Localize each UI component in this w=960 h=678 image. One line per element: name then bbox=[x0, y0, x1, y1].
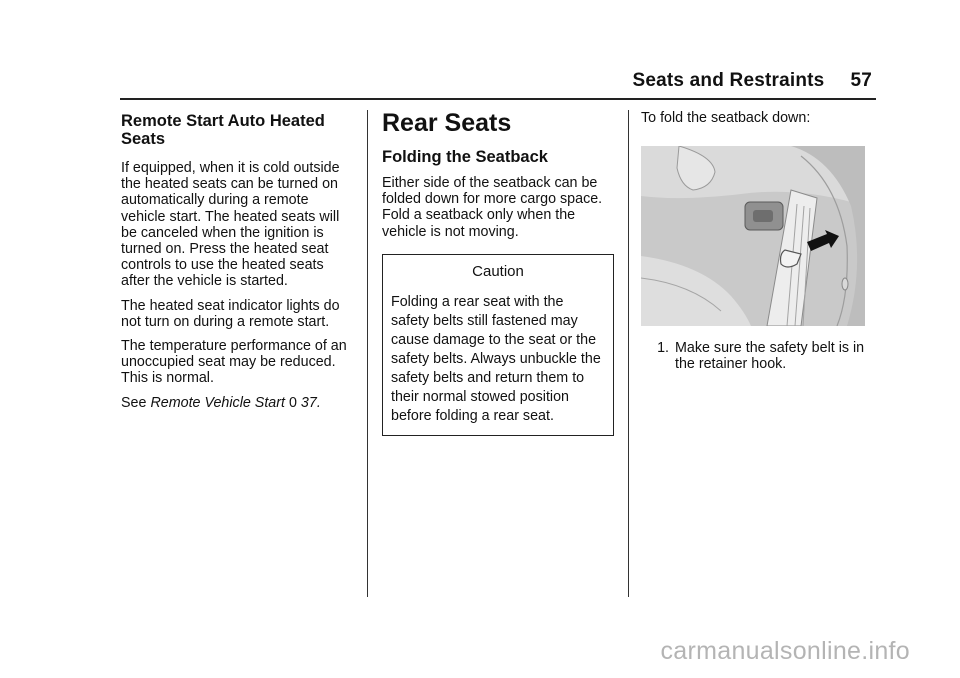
see-prefix: See bbox=[121, 394, 147, 411]
column-right bbox=[641, 110, 873, 373]
step-number: 1. bbox=[657, 340, 669, 357]
page-ref-symbol: 0 bbox=[288, 394, 297, 411]
body-paragraph: The temperature performance of an unoccupied seat may be reduced. This is normal. bbox=[121, 338, 347, 387]
caution-box bbox=[382, 254, 614, 436]
page-number: 57 bbox=[850, 70, 872, 91]
caution-text: Folding a rear seat with the safety belts still fastened may cause damage to the seat or the safety belts. Always unbuckle the safety belts and return them to their normal stowed position before folding a rear seat. bbox=[391, 294, 601, 425]
see-page-number: 37. bbox=[300, 394, 321, 411]
caution-title: Caution bbox=[472, 262, 524, 280]
step-text: Make sure the safety belt is in the retainer hook. bbox=[675, 340, 865, 373]
header-section-title: Seats and Restraints bbox=[632, 70, 825, 91]
body-paragraph: Either side of the seatback can be folded down for more cargo space. Fold a seatback only when the vehicle is not moving. bbox=[382, 175, 603, 240]
body-paragraph: The heated seat indicator lights do not turn on during a remote start. bbox=[121, 297, 340, 330]
header-rule bbox=[120, 98, 876, 100]
list-item bbox=[641, 340, 873, 372]
remote-start-heated-seats-heading: Remote Start Auto Heated Seats bbox=[121, 112, 325, 148]
seatbelt-retainer-illustration bbox=[641, 146, 865, 326]
folding-seatback-heading: Folding the Seatback bbox=[382, 148, 548, 166]
running-header bbox=[632, 70, 872, 92]
see-link-remote-vehicle-start[interactable]: Remote Vehicle Start bbox=[150, 394, 285, 411]
cross-reference bbox=[121, 395, 353, 411]
body-paragraph: If equipped, when it is cold outside the heated seats can be turned on automatically during a remote vehicle start. The heated seats will be canceled when the ignition is turned on. Press the heated seat controls to use the heated seats after the vehicle is started. bbox=[121, 160, 340, 290]
column-divider bbox=[367, 110, 368, 597]
column-middle bbox=[382, 110, 614, 436]
column-divider bbox=[628, 110, 629, 597]
watermark: carmanualsonline.info bbox=[660, 637, 910, 665]
procedure-intro: To fold the seatback down: bbox=[641, 110, 811, 126]
procedure-steps bbox=[641, 340, 873, 372]
rear-seats-title: Rear Seats bbox=[382, 109, 512, 137]
column-left bbox=[121, 110, 353, 419]
